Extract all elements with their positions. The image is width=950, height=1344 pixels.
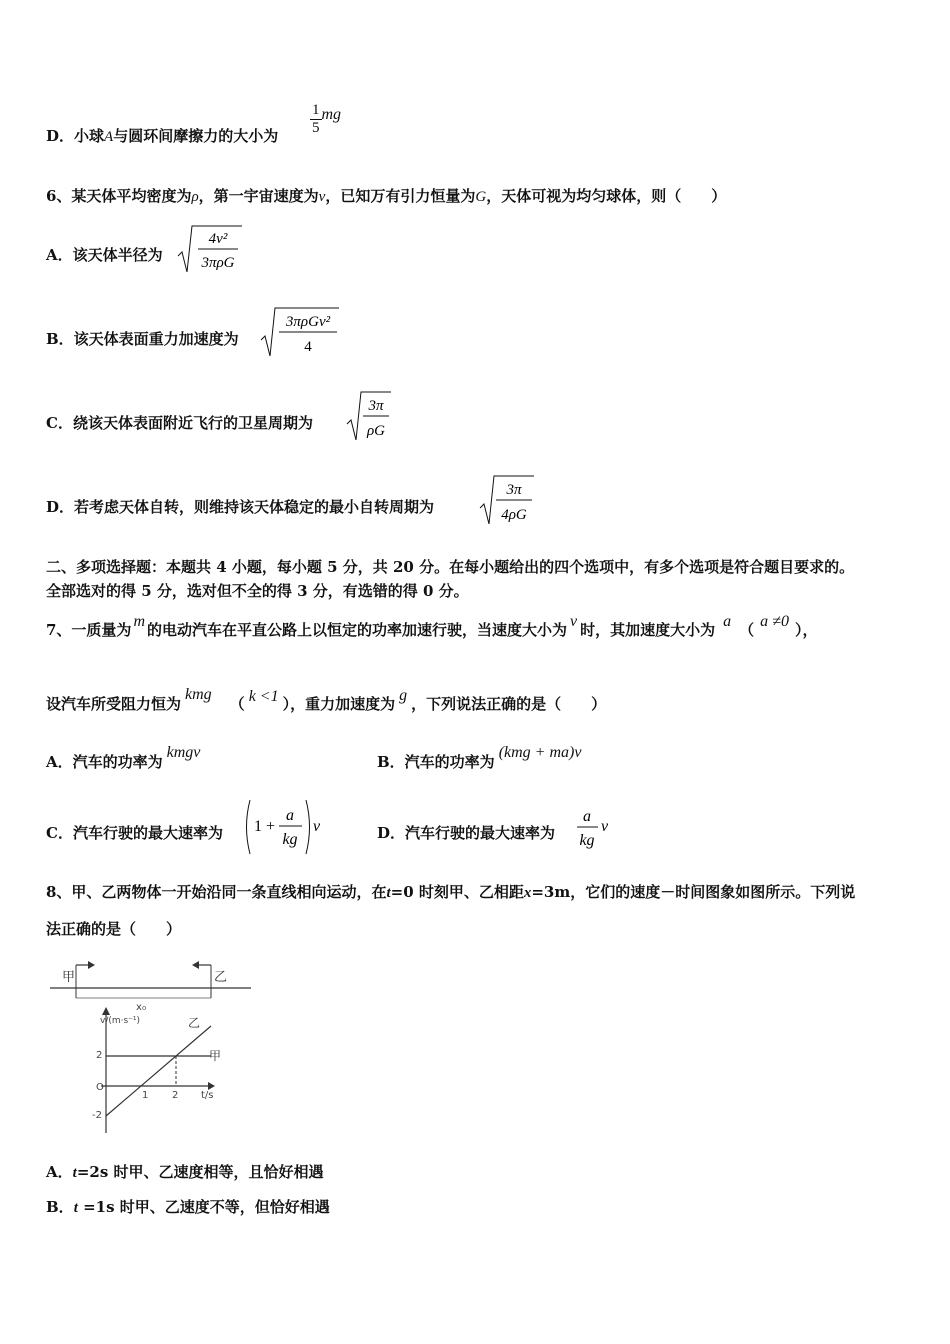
q8-option-b: B．t =1s 时甲、乙速度不等，但恰好相遇 — [46, 1198, 330, 1216]
q6-option-d: D．若考虑天体自转，则维持该天体稳定的最小自转周期为 — [46, 498, 435, 516]
section2-line2: 全部选对的得 5 分，选对但不全的得 3 分，有选错的得 0 分。 — [46, 582, 469, 600]
q7-option-d-math — [574, 800, 614, 854]
x-axis-label: t/s — [201, 1090, 214, 1101]
svg-text:a: a — [583, 808, 591, 825]
q5-option-d: D．小球A与圆环间摩擦力的大小为 — [46, 127, 279, 145]
series-line-yi — [106, 1026, 211, 1116]
svg-text:4ρG: 4ρG — [501, 507, 527, 523]
q6-option-a-sqrt — [176, 222, 246, 276]
q6-option-a: A．该天体半径为 — [46, 246, 163, 264]
q8-series-group — [106, 1026, 211, 1116]
q7-option-c: C．汽车行驶的最大速率为 — [46, 824, 223, 842]
y-axis-label: v/(m·s⁻¹) — [100, 1016, 141, 1026]
tick-origin: O — [96, 1082, 104, 1093]
tick-x-2: 2 — [172, 1090, 179, 1101]
q7-option-d: D．汽车行驶的最大速率为 — [377, 824, 556, 842]
label-yi: 乙 — [214, 970, 228, 985]
svg-text:3πρG: 3πρG — [201, 255, 235, 271]
line-label-yi: 乙 — [188, 1016, 201, 1030]
svg-text:v: v — [313, 818, 321, 835]
svg-text:ρG: ρG — [366, 423, 386, 439]
svg-text:v: v — [601, 818, 609, 835]
q6-option-b-sqrt — [259, 304, 343, 360]
q7-option-b: B．汽车的功率为(kmg + ma)v — [377, 744, 582, 771]
section2-line1: 二、多项选择题：本题共 4 小题，每小题 5 分，共 20 分。在每小题给出的四个选项中，有多个选项是符合题目要求的。 — [46, 558, 855, 576]
q6-option-d-sqrt — [478, 472, 538, 528]
q8-figure — [46, 955, 266, 1140]
q7-option-a: A．汽车的功率为kmgv — [46, 744, 201, 771]
q6-stem: 6、某天体平均密度为ρ，第一宇宙速度为v，已知万有引力恒量为G，天体可视为均匀球体，则（ ） — [46, 187, 727, 205]
svg-text:kg: kg — [579, 832, 595, 849]
q6-option-b: B．该天体表面重力加速度为 — [46, 330, 239, 348]
q7-line2: 设汽车所受阻力恒为kmg（ k <1 ），重力加速度为 g ，下列说法正确的是（ ） — [46, 686, 607, 713]
label-x0: x₀ — [136, 1002, 146, 1013]
tick-x-1: 1 — [142, 1090, 149, 1101]
svg-text:3πρGv²: 3πρGv² — [285, 314, 331, 330]
q8-line2: 法正确的是（ ） — [46, 920, 182, 938]
svg-text:3π: 3π — [506, 482, 522, 498]
label-jia: 甲 — [62, 970, 76, 985]
tick-y-2: 2 — [96, 1050, 103, 1061]
svg-text:4v²: 4v² — [208, 231, 228, 247]
q6-option-c-sqrt — [345, 388, 395, 444]
svg-text:3π: 3π — [368, 398, 384, 414]
svg-text:1 +: 1 + — [254, 818, 276, 835]
svg-text:a: a — [286, 807, 294, 824]
q8-line1: 8、甲、乙两物体一开始沿同一条直线相向运动，在t=0 时刻甲、乙相距x=3m，它们的速度－时间图象如图所示。下列说 — [46, 883, 856, 901]
q5-fraction: $\frac{1}{5}$ mg — [312, 102, 342, 136]
q6-option-c: C．绕该天体表面附近飞行的卫星周期为 — [46, 414, 313, 432]
q8-option-a: A．t=2s 时甲、乙速度相等，且恰好相遇 — [46, 1163, 324, 1181]
q7-line1: 7、一质量为 m 的电动汽车在平直公路上以恒定的功率加速行驶，当速度大小为 v 时，其加速度大小为 a （ a ≠0 ）， — [46, 613, 818, 639]
q7-option-c-math — [242, 798, 326, 856]
line-label-jia: 甲 — [209, 1049, 222, 1063]
svg-text:4: 4 — [304, 339, 312, 355]
svg-text:kg: kg — [282, 831, 298, 848]
tick-y-neg2: -2 — [92, 1110, 102, 1121]
